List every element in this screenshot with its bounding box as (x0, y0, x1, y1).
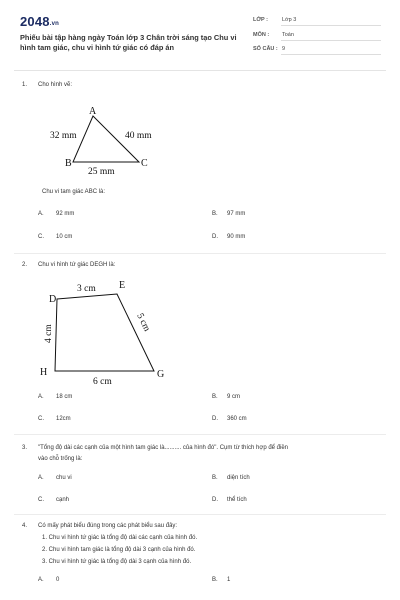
option-text[interactable]: diện tích (227, 475, 250, 481)
option-text[interactable]: thể tích (227, 497, 247, 503)
option-letter[interactable]: B. (212, 577, 218, 583)
option-letter[interactable]: A. (38, 211, 44, 217)
triangle-figure (45, 100, 165, 180)
option-letter[interactable]: B. (212, 475, 218, 481)
question-subtext: Chu vi tam giác ABC là: (42, 189, 106, 195)
vertex-label: C (141, 158, 148, 169)
option-text[interactable]: 12cm (56, 416, 71, 422)
option-text[interactable]: 360 cm (227, 416, 247, 422)
statement-item: 3. Chu vi hình tứ giác là tổng độ dài 3 cạnh của hình đó. (42, 559, 192, 565)
question-number: 1. (22, 82, 28, 88)
option-letter[interactable]: A. (38, 475, 44, 481)
option-letter[interactable]: B. (212, 394, 218, 400)
option-text[interactable]: 92 mm (56, 211, 75, 217)
statement-item: 1. Chu vi hình tứ giác là tổng độ dài các cạnh của hình đó. (42, 535, 198, 541)
question-divider (14, 434, 386, 435)
side-length-label: 25 mm (88, 167, 115, 177)
vertex-label: E (119, 280, 126, 291)
question-text: Chu vi hình tứ giác DEGH là: (38, 262, 116, 268)
vertex-label: D (49, 294, 57, 305)
vertex-label: A (89, 106, 97, 117)
question-divider (14, 514, 386, 515)
meta-label-class: LỚP : (253, 17, 268, 23)
vertex-label: G (157, 369, 165, 380)
option-text[interactable]: 0 (56, 577, 60, 583)
question-number: 4. (22, 523, 28, 529)
option-text[interactable]: 97 mm (227, 211, 246, 217)
header-divider (14, 70, 386, 71)
side-length-label: 6 cm (93, 377, 112, 387)
meta-underline (281, 25, 381, 26)
question-number: 3. (22, 445, 28, 451)
meta-value-count: 9 (282, 46, 286, 52)
option-letter[interactable]: D. (212, 497, 218, 503)
logo-suffix: .vn (49, 21, 60, 27)
option-letter[interactable]: C. (38, 234, 44, 240)
question-text-continued: vào chỗ trống là: (38, 456, 83, 462)
vertex-label: B (65, 158, 72, 169)
side-length-label: 32 mm (50, 131, 77, 141)
question-text: "Tổng độ dài các cạnh của một hình tam giác là.......... của hình đó". Cụm từ thích hợp để điền (38, 445, 289, 451)
option-letter[interactable]: A. (38, 394, 44, 400)
option-text[interactable]: 90 mm (227, 234, 246, 240)
meta-label-count: SỐ CÂU : (253, 46, 278, 52)
question-text: Cho hình vẽ: (38, 82, 73, 88)
option-text[interactable]: 9 cm (227, 394, 241, 400)
option-letter[interactable]: C. (38, 416, 44, 422)
logo-text: 2048 (20, 14, 50, 29)
question-number: 2. (22, 262, 28, 268)
meta-underline (281, 54, 381, 55)
option-letter[interactable]: A. (38, 577, 44, 583)
option-text[interactable]: cạnh (56, 497, 70, 503)
meta-underline (281, 40, 381, 41)
meta-value-subject: Toán (282, 32, 294, 38)
site-logo[interactable] (20, 14, 59, 29)
side-length-label: 5 cm (134, 311, 152, 334)
side-length-label: 4 cm (44, 324, 54, 343)
question-text: Có mấy phát biểu đúng trong các phát biểu sau đây: (38, 523, 178, 529)
quadrilateral-figure (35, 275, 175, 390)
meta-label-subject: MÔN : (253, 32, 270, 38)
option-letter[interactable]: C. (38, 497, 44, 503)
option-letter[interactable]: D. (212, 234, 218, 240)
document-title: Phiếu bài tập hàng ngày Toán lớp 3 Chân trời sáng tạo Chu vi hình tam giác, chu vi hình tứ giác có đáp án (20, 33, 237, 52)
vertex-label: H (40, 367, 48, 378)
side-length-label: 3 cm (77, 284, 96, 294)
option-text[interactable]: chu vi (56, 475, 72, 481)
question-divider (14, 253, 386, 254)
option-letter[interactable]: D. (212, 416, 218, 422)
option-text[interactable]: 18 cm (56, 394, 73, 400)
statement-item: 2. Chu vi hình tam giác là tổng độ dài 3 cạnh của hình đó. (42, 547, 196, 553)
option-text[interactable]: 10 cm (56, 234, 73, 240)
side-length-label: 40 mm (125, 131, 152, 141)
meta-value-class: Lớp 3 (282, 17, 297, 23)
option-letter[interactable]: B. (212, 211, 218, 217)
option-text[interactable]: 1 (227, 577, 231, 583)
